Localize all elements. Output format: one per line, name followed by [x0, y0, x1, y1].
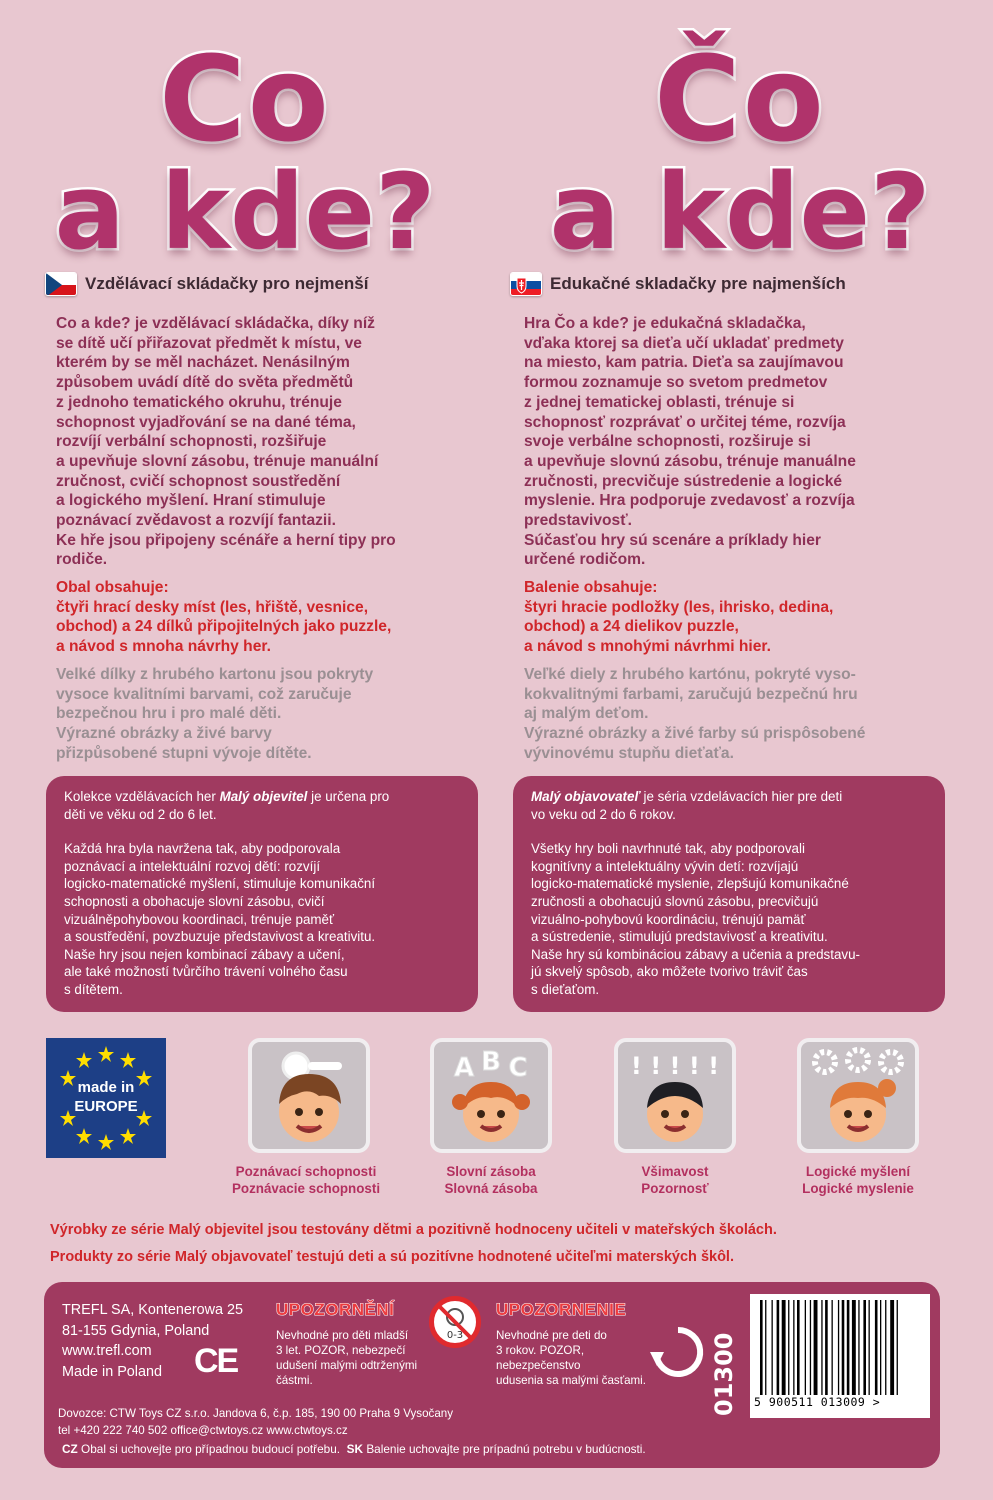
skill-label-sk: Slovná zásoba — [444, 1180, 538, 1196]
box-sk-line: kognitívny a intelektuálny vývin detí: rozvíjajú — [531, 858, 799, 874]
magnifier-icon — [252, 1042, 366, 1149]
importer-info — [58, 1405, 453, 1439]
warning-sk-title: UPOZORNENIE — [496, 1300, 627, 1319]
exclamation-marks: ! ! ! ! ! — [630, 1052, 720, 1080]
skill-label-sk: Poznávacie schopnosti — [231, 1180, 381, 1196]
title-sk-line1: Čo — [654, 30, 826, 168]
subtitle-sk-text: Edukačné skladačky pre najmenších — [550, 274, 846, 293]
sk-intro-line: zručnosti, precvičuje sústredenie a logické — [524, 472, 843, 490]
skill-label-cognition — [211, 1164, 401, 1197]
made-in-europe-badge — [46, 1038, 166, 1158]
cz-contents-line: obchod) a 24 dílků připojitelných jako puzzle, — [56, 618, 392, 636]
ce-mark: CE — [194, 1342, 238, 1380]
footer-panel — [44, 1282, 940, 1468]
barcode-bar — [810, 1300, 811, 1398]
box-cz-line: schopnosti a obohacuje slovní zásobu, cvičí — [64, 893, 325, 909]
cz-quality-line: bezpečnou hru i pro malé děti. — [56, 705, 282, 723]
box-sk-line: Naše hry sú kombináciou zábavy a učenia a predstavu- — [531, 946, 860, 962]
barcode-bar — [832, 1300, 833, 1398]
warning-line: nebezpečenstvo — [496, 1359, 581, 1372]
box-sk-line: s dieťaťom. — [531, 981, 600, 997]
sk-contents-line: štyri hracie podložky (les, ihrisko, dedina, — [524, 598, 834, 616]
sk-contents — [524, 578, 954, 657]
recycle-icon — [648, 1322, 708, 1382]
eu-badge-line2: EUROPE — [74, 1098, 138, 1115]
sk-intro-line: schopnosť rozprávať o určitej téme, rozvíja — [524, 413, 846, 431]
address-line: 81-155 Gdynia, Poland — [62, 1322, 210, 1339]
title-cz-line2: a kde? — [54, 151, 436, 273]
sk-quality-line: aj malým deťom. — [524, 705, 649, 723]
slovak-flag-icon — [510, 272, 542, 296]
barcode-bar — [793, 1300, 794, 1398]
title-sk-line2: a kde? — [549, 151, 931, 273]
exclamation-icon — [618, 1042, 732, 1149]
abc-icon — [434, 1042, 548, 1149]
info-box-sk — [513, 776, 945, 1012]
skill-label-attention — [580, 1164, 770, 1197]
cz-intro-line: a logického myšlení. Hraní stimuluje — [56, 492, 326, 510]
box-cz-line: logicko-matematické myšlení, stimuluje komunikační — [64, 876, 376, 892]
box-sk-post: je séria vzdelávacích hier pre deti — [639, 789, 843, 804]
sk-quality-line: Výrazné obrázky a živé farby sú prispôsobené — [524, 725, 866, 743]
barcode-bar — [814, 1300, 818, 1398]
no-under-3-icon — [429, 1296, 481, 1348]
warning-cz-title: UPOZORNĚNÍ — [276, 1300, 395, 1319]
sk-intro-line: formou zoznamuje so svetom predmetov — [524, 374, 828, 392]
title-cz — [35, 30, 455, 273]
skill-label-cz: Všimavost — [641, 1164, 709, 1179]
cz-intro-line: zručnost, cvičí schopnost soustředění — [56, 472, 341, 490]
cz-quality — [56, 665, 486, 764]
product-code-text: 01300 — [710, 1332, 738, 1416]
cz-contents-line: Obal obsahuje: — [56, 579, 169, 596]
sk-intro-line: na miesto, kam patria. Dieťa sa zaujímavou — [524, 354, 844, 372]
cz-intro-line: schopnost vyjadřování se na dané téma, — [56, 413, 356, 431]
barcode-bar — [765, 1300, 766, 1398]
skill-label-sk: Pozornosť — [641, 1180, 709, 1196]
barcode-bar — [890, 1300, 894, 1398]
eu-badge-line1: made in — [77, 1079, 135, 1096]
skill-card-cognition — [248, 1038, 370, 1153]
box-cz-line: s dítětem. — [64, 981, 123, 997]
cz-intro-line: způsobem uvádí dítě do světa předmětů — [56, 374, 354, 392]
cz-contents-line: čtyři hrací desky míst (les, hřiště, vesnice, — [56, 598, 369, 616]
storage-note-cz: Obal si uchovejte pro případnou budoucí potřebu. — [81, 1442, 341, 1456]
address-line: Made in Poland — [62, 1363, 163, 1380]
box-sk-line: zručnosti a obohacujú slovnú zásobu, precvičujú — [531, 893, 819, 909]
box-cz-line: poznávací a intelektuální rozvoj dětí: rozvíjí — [64, 858, 321, 874]
skill-label-cz: Poznávací schopnosti — [235, 1164, 377, 1179]
warning-line: udušení malými odtrženými — [276, 1359, 418, 1372]
skill-label-cz: Logické myšlení — [805, 1164, 911, 1179]
cz-quality-line: Velké dílky z hrubého kartonu jsou pokryty — [56, 666, 374, 683]
subtitle-cz-text: Vzdělávací skládačky pro nejmenší — [85, 274, 369, 293]
box-cz-post: je určena pro — [307, 789, 390, 804]
cz-intro-line: rozvíjí verbální schopnosti, rozšiřuje — [56, 433, 327, 451]
sk-intro-line: a upevňuje slovnú zásobu, trénuje manuálne — [524, 452, 856, 470]
importer-line: tel +420 222 740 502 office@ctwtoys.cz www.ctwtoys.cz — [58, 1424, 348, 1437]
abc-letter-c: C — [508, 1053, 528, 1083]
cz-quality-line: přizpůsobené stupni vývoje dítěte. — [56, 744, 312, 762]
cz-intro-line: Co a kde? je vzdělávací skládačka, díky níž — [56, 315, 375, 332]
skill-card-attention — [614, 1038, 736, 1153]
czech-flag-icon — [45, 272, 77, 296]
box-cz-line2: děti ve věku od 2 do 6 let. — [64, 806, 217, 822]
box-sk-line: Všetky hry boli navrhnuté tak, aby podporovali — [531, 841, 805, 857]
sk-intro-line: Hra Čo a kde? je edukačná skladačka, — [524, 315, 806, 332]
sk-intro-line: myslenie. Hra podporuje zvedavosť a rozvíja — [524, 492, 855, 510]
box-cz-brand: Malý objevitel — [219, 789, 308, 804]
address-line: TREFL SA, Kontenerowa 25 — [62, 1302, 244, 1318]
title-sk — [530, 30, 950, 273]
warning-line: udusenia sa malými časťami. — [496, 1374, 646, 1387]
cz-quality-line: vysoce kvalitními barvami, což zaručuje — [56, 685, 352, 703]
barcode-bar — [869, 1300, 870, 1398]
barcode-bar — [777, 1300, 780, 1398]
box-cz-line: Naše hry jsou nejen kombinací zábavy a učení, — [64, 946, 345, 962]
cz-intro — [56, 314, 486, 570]
title-cz-line1: Co — [159, 30, 331, 168]
barcode-bar — [825, 1300, 828, 1398]
barcode-bar — [863, 1300, 866, 1398]
product-code — [708, 1300, 738, 1420]
sk-intro-line: z jednej tematickej oblasti, trénuje si — [524, 393, 795, 411]
skill-card-vocabulary — [430, 1038, 552, 1153]
storage-note — [62, 1442, 646, 1456]
box-sk-line: a sústredenie, stimulujú predstavivosť a kreativitu. — [531, 929, 828, 945]
sk-intro-line: svoje verbálne schopnosti, rozširuje si — [524, 433, 811, 451]
sk-quality-line: vývinovému stupňu dieťaťa. — [524, 744, 734, 762]
box-sk-line2: vo veku od 2 do 6 rokov. — [531, 806, 676, 822]
skill-label-sk: Logické myslenie — [802, 1180, 914, 1196]
warning-line: částmi. — [276, 1374, 313, 1387]
abc-letter-a: A — [453, 1053, 475, 1083]
warning-cz-text — [276, 1328, 417, 1388]
barcode-bar — [788, 1300, 789, 1398]
box-sk-line: vizuálno-pohybovú koordináciu, trénujú pamäť — [531, 911, 806, 927]
sk-contents-line: Balenie obsahuje: — [524, 579, 658, 596]
sk-quality-line: Veľké diely z hrubého kartónu, pokryté vyso- — [524, 666, 856, 683]
warning-line: 3 rokov. POZOR, — [496, 1344, 585, 1357]
barcode-bar — [805, 1300, 806, 1398]
barcode-bar — [858, 1300, 859, 1398]
sk-intro-line: Súčasťou hry sú scenáre a príklady hier — [524, 531, 821, 549]
cz-intro-line: Ke hře jsou připojeny scénáře a herní tipy pro — [56, 531, 396, 549]
subtitle-cz — [45, 272, 368, 296]
cz-intro-line: a upevňuje slovní zásobu, trénuje manuální — [56, 452, 379, 470]
storage-note-cz-tag: CZ — [62, 1442, 78, 1456]
barcode-bar — [897, 1300, 898, 1398]
barcode-bar — [772, 1300, 773, 1398]
tested-statement-cz: Výrobky ze série Malý objevitel jsou testovány dětmi a pozitivně hodnoceny učiteli v mateřských školách. — [50, 1222, 777, 1238]
box-sk-line: logicko-matematické myslenie, zlepšujú komunikačné — [531, 876, 849, 892]
storage-note-sk-tag: SK — [346, 1442, 364, 1456]
info-box-cz — [46, 776, 478, 1012]
barcode-bar — [847, 1300, 850, 1398]
barcode-bar — [885, 1300, 886, 1398]
sk-intro-line: vďaka ktorej sa dieťa učí ukladať predmety — [524, 334, 844, 352]
box-cz-line: vizuálněpohybovou koordinaci, trénuje paměť — [64, 911, 335, 927]
skill-label-cz: Slovní zásoba — [446, 1164, 536, 1179]
importer-line: Dovozce: CTW Toys CZ s.r.o. Jandova 6, č.p. 185, 190 00 Praha 9 Vysočany — [58, 1407, 454, 1420]
barcode-number: 5 900511 013009 > — [750, 1395, 930, 1409]
cz-quality-line: Výrazné obrázky a živé barvy — [56, 725, 272, 743]
barcode-bar — [821, 1300, 822, 1398]
barcode-bar — [852, 1300, 856, 1398]
subtitle-sk — [510, 272, 846, 296]
cz-contents — [56, 578, 486, 657]
sk-intro-line: predstavivosť. — [524, 512, 633, 530]
tested-statement-sk: Produkty zo série Malý objavovateľ testujú deti a sú pozitívne hodnotené učiteľmi materských škôl. — [50, 1249, 734, 1265]
sk-intro — [524, 314, 954, 570]
box-sk-brand: Malý objavovateľ — [531, 789, 640, 804]
barcode-bar — [875, 1300, 878, 1398]
sk-intro-line: určené rodičom. — [524, 551, 646, 569]
barcode-bar — [760, 1300, 763, 1398]
barcode-bar — [842, 1300, 845, 1398]
warning-sk-text — [496, 1328, 646, 1388]
cz-intro-line: z jednoho tematického okruhu, trénuje — [56, 393, 342, 411]
warning-line: 3 let. POZOR, nebezpečí — [276, 1344, 406, 1357]
skill-label-vocabulary — [396, 1164, 586, 1197]
sk-quality — [524, 665, 954, 764]
box-cz-line: ale také možností tvůrčího trávení volného času — [64, 964, 348, 980]
cz-contents-line: a návod s mnoha návrhy her. — [56, 638, 271, 656]
box-cz-line: Každá hra byla navržena tak, aby podporovala — [64, 841, 341, 857]
barcode-bar — [782, 1300, 786, 1398]
warning-line: Nevhodné pre deti do — [496, 1329, 607, 1342]
skill-card-logic — [797, 1038, 919, 1153]
barcode-bar — [797, 1300, 800, 1398]
box-cz-pre: Kolekce vzdělávacích her — [64, 789, 220, 804]
cz-intro-line: se dítě učí přiřazovat předmět k místu, ve — [56, 334, 362, 352]
gears-icon — [801, 1042, 915, 1149]
cz-intro-line: poznávací zvědavost a rozvíjí fantazii. — [56, 512, 336, 530]
cz-intro-line: kterém by se měl nacházet. Nenásilným — [56, 354, 350, 372]
sk-contents-line: a návod s mnohými návrhmi hier. — [524, 638, 771, 656]
barcode-bar — [880, 1300, 881, 1398]
barcode-bar — [838, 1300, 839, 1398]
box-cz-line: a soustředění, povzbuzuje představivost a kreativitu. — [64, 929, 376, 945]
age-symbol-text: 0-3 — [446, 1330, 464, 1341]
cz-intro-line: rodiče. — [56, 551, 108, 569]
warning-line: Nevhodné pro děti mladší — [276, 1329, 409, 1342]
skill-label-logic — [763, 1164, 953, 1197]
abc-letter-b: B — [481, 1047, 501, 1077]
storage-note-sk: Balenie uchovajte pre prípadnú potrebu v budúcnosti. — [366, 1442, 646, 1456]
address-line: www.trefl.com — [62, 1343, 152, 1359]
sk-contents-line: obchod) a 24 dielikov puzzle, — [524, 618, 739, 636]
sk-quality-line: kokvalitnými farbami, zaručujú bezpečnú hru — [524, 685, 858, 703]
box-sk-line: jú skvelý spôsob, ako môžete tvorivo tráviť čas — [531, 964, 808, 980]
